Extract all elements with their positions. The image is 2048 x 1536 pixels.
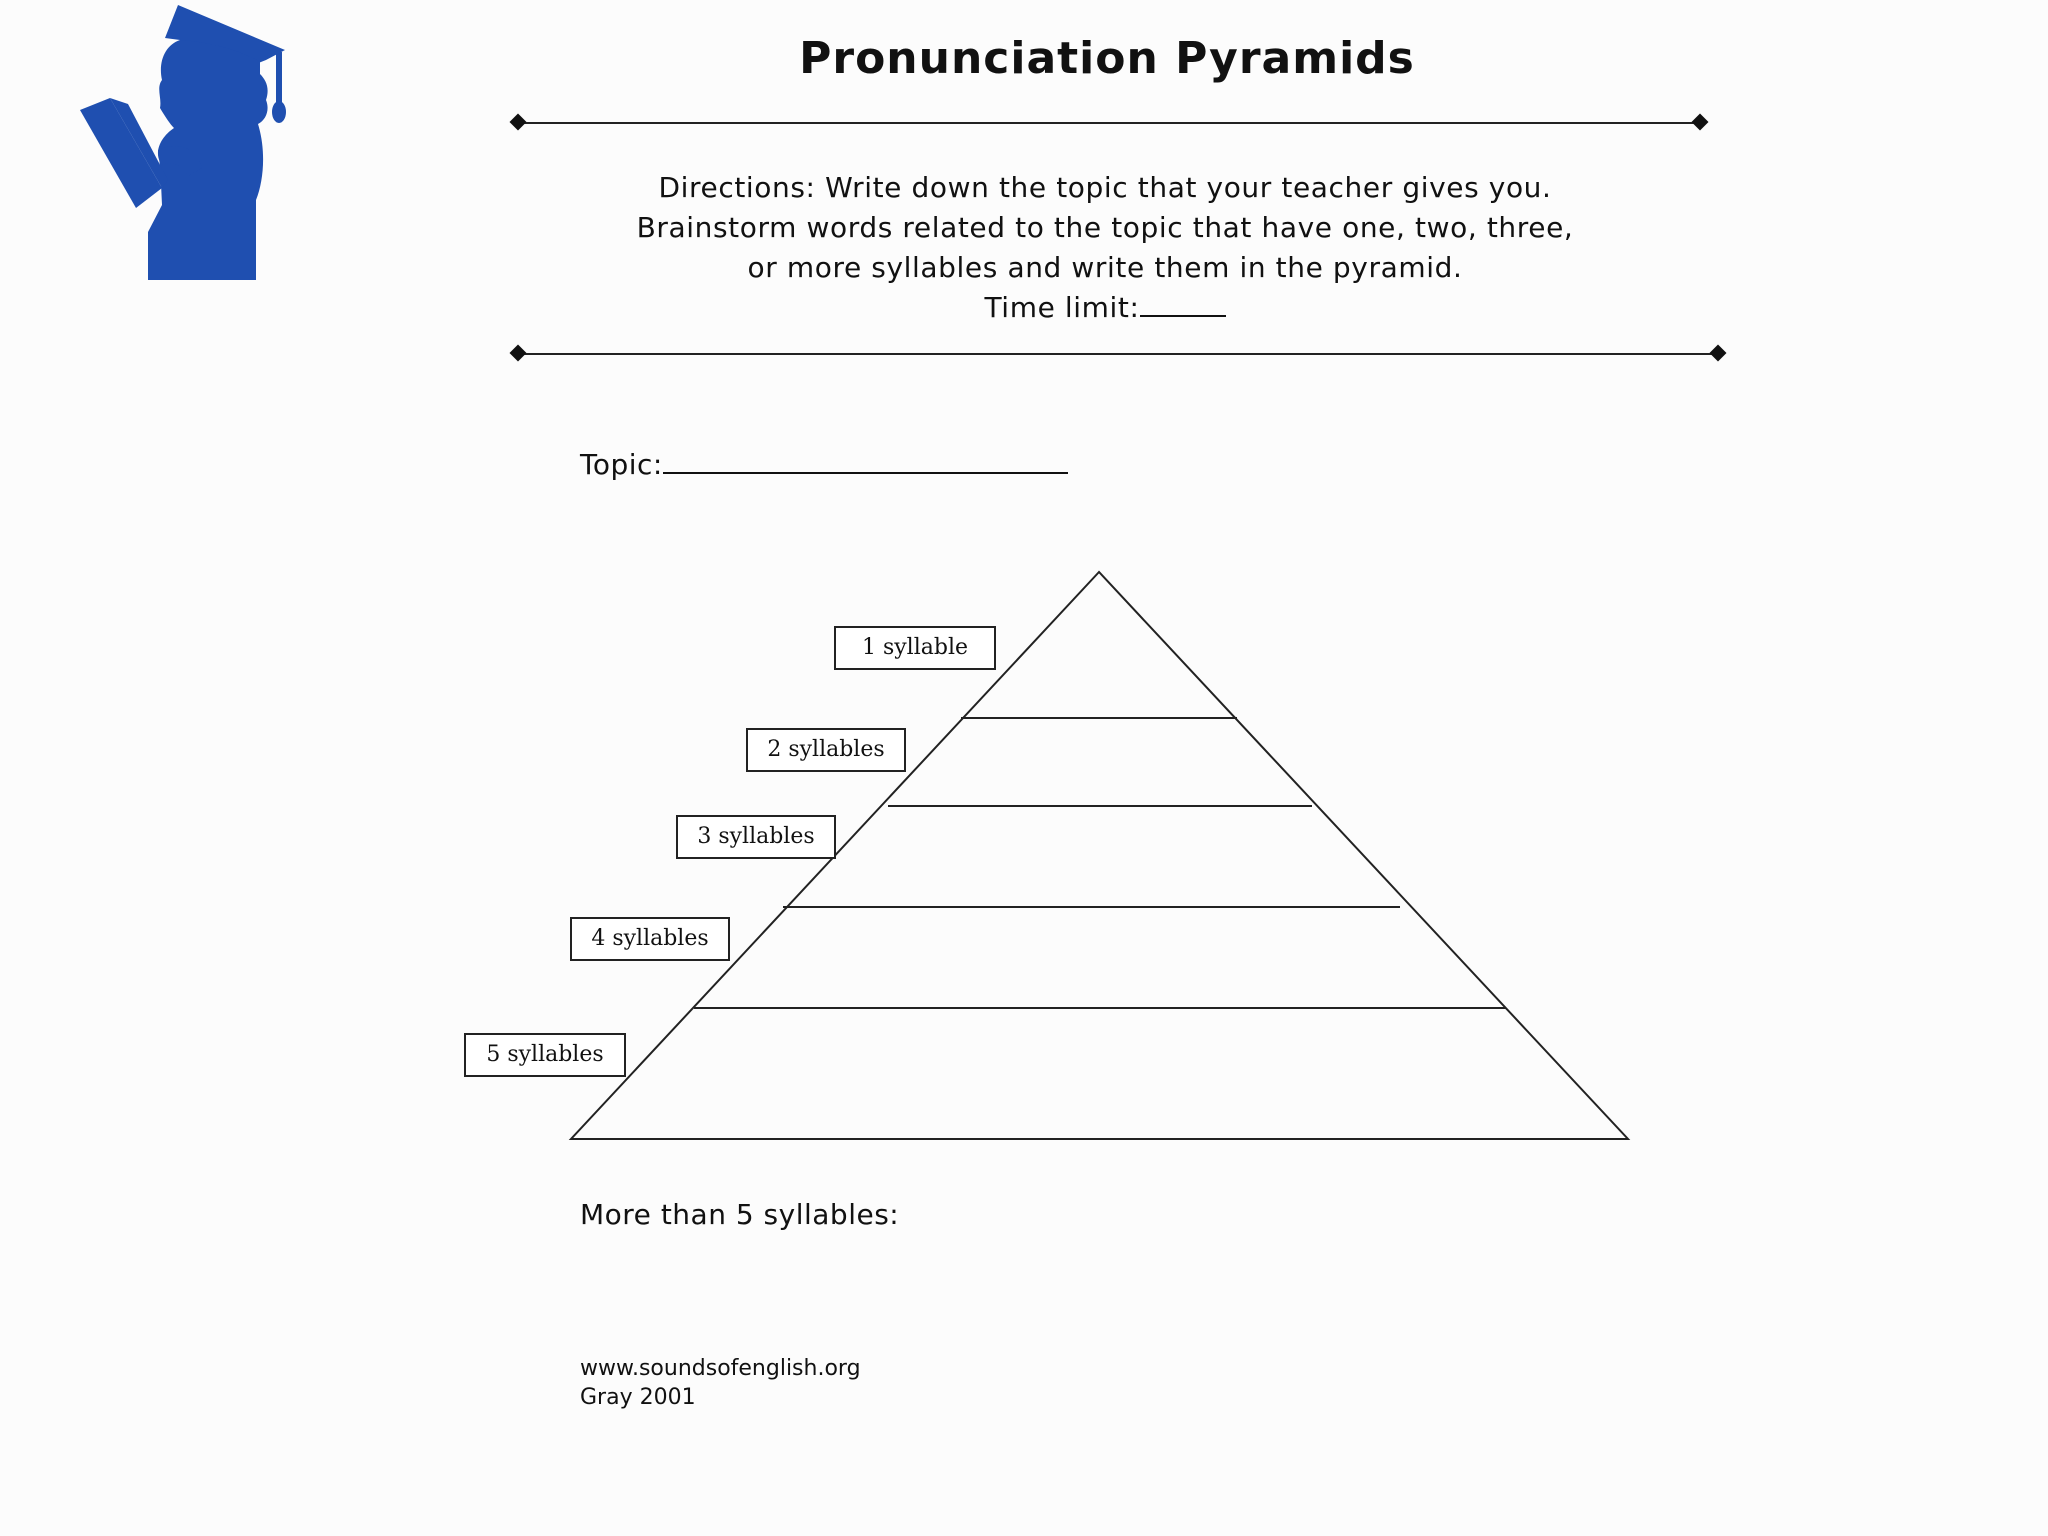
footer-url: www.soundsofenglish.org [580, 1356, 861, 1381]
directions-line: Brainstorm words related to the topic that have one, two, three, [636, 211, 1574, 244]
topic-label: Topic: [580, 448, 663, 481]
level-label-2: 2 syllables [746, 728, 906, 772]
level-label-5: 5 syllables [464, 1033, 626, 1077]
footer-credit: Gray 2001 [580, 1385, 696, 1410]
time-limit-label: Time limit: [984, 291, 1140, 324]
level-label-4: 4 syllables [570, 917, 730, 961]
page-title: Pronunciation Pyramids [799, 33, 1415, 84]
directions-line: or more syllables and write them in the pyramid. [747, 251, 1463, 284]
more-than-five-label: More than 5 syllables: [580, 1198, 900, 1231]
directions-line: Directions: Write down the topic that your teacher gives you. [658, 171, 1552, 204]
level-label-3: 3 syllables [676, 815, 836, 859]
level-label-1: 1 syllable [834, 626, 996, 670]
